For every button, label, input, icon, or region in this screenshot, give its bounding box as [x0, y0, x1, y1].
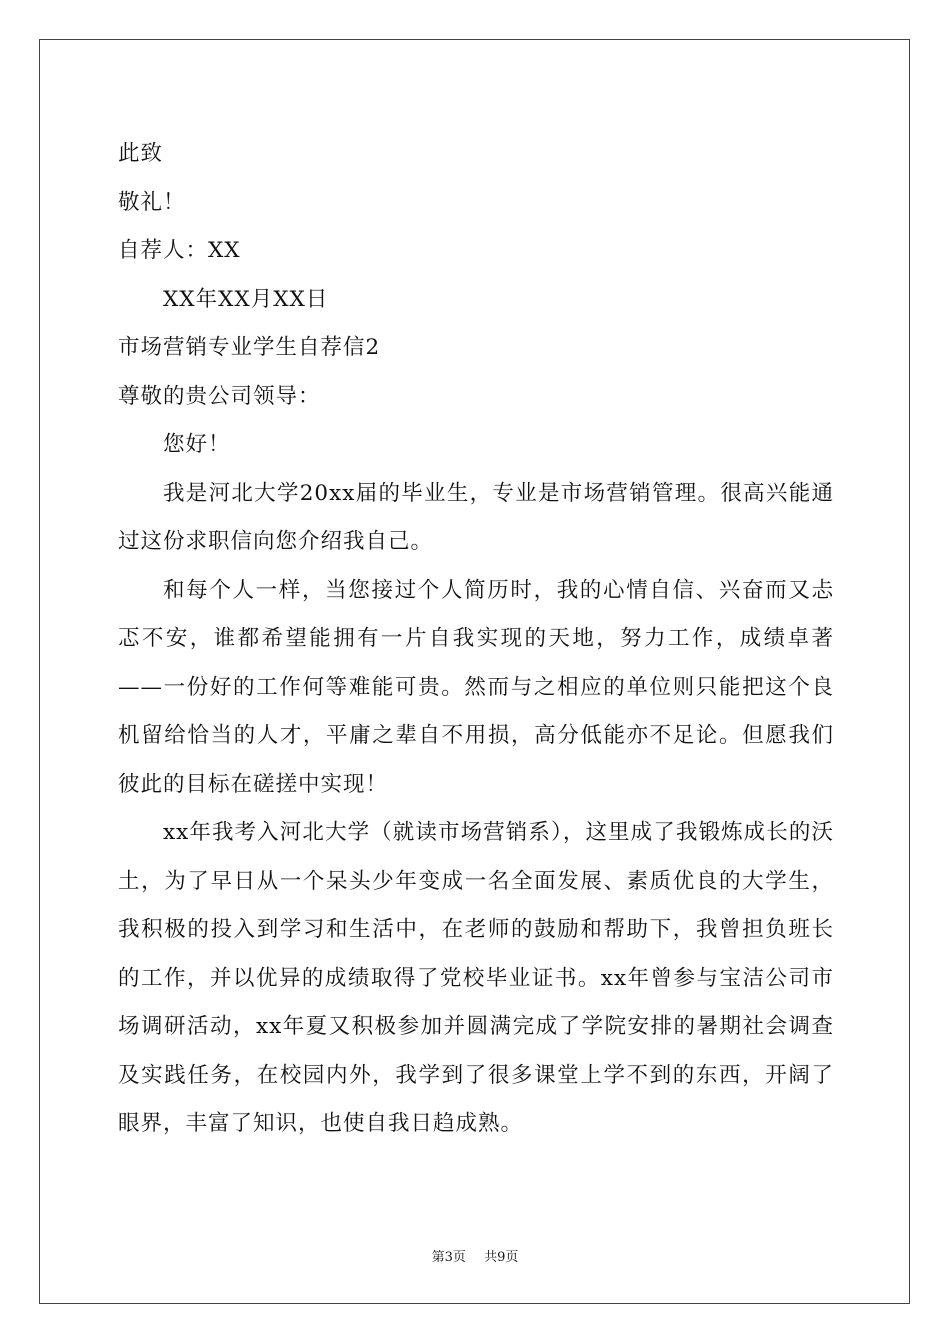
letter-body	[118, 130, 834, 1149]
paragraph-intro: 我是河北大学20xx届的毕业生，专业是市场营销管理。很高兴能通过这份求职信向您介绍我自己。	[118, 480, 834, 554]
closing-line-2: 敬礼！	[118, 189, 186, 215]
letter-title: 市场营销专业学生自荐信2	[118, 335, 381, 360]
salutation: 尊敬的贵公司领导：	[118, 383, 321, 409]
signer-line: 自荐人：XX	[118, 238, 241, 263]
paragraph-motivation: 和每个人一样，当您接过个人简历时，我的心情自信、兴奋而又忐忑不安，谁都希望能拥有一片自我实现的天地，努力工作，成绩卓著——一份好的工作何等难能可贵。然而与之相应的单位则只能把这个良机留给恰当的人才，平庸之辈自不用损，高分低能亦不足论。但愿我们彼此的目标在磋搓中实现！	[118, 577, 834, 797]
paragraph-experience: xx年我考入河北大学（就读市场营销系），这里成了我锻炼成长的沃土，为了早日从一个呆头少年变成一名全面发展、素质优良的大学生，我积极的投入到学习和生活中，在老师的鼓励和帮助下，我曾担负班长的工作，并以优异的成绩取得了党校毕业证书。xx年曾参与宝洁公司市场调研活动，xx年夏又积极参加并圆满完成了学院安排的暑期社会调查及实践任务，在校园内外，我学到了很多课堂上学不到的东西，开阔了眼界，丰富了知识，也使自我日趋成熟。	[118, 820, 834, 1136]
greeting: 您好！	[163, 432, 231, 457]
page-footer	[0, 1246, 950, 1265]
date-line: XX年XX月XX日	[163, 286, 329, 312]
page-total: 共9页	[484, 1250, 519, 1265]
page-number: 第3页	[431, 1250, 466, 1265]
closing-line-1: 此致	[118, 141, 164, 166]
